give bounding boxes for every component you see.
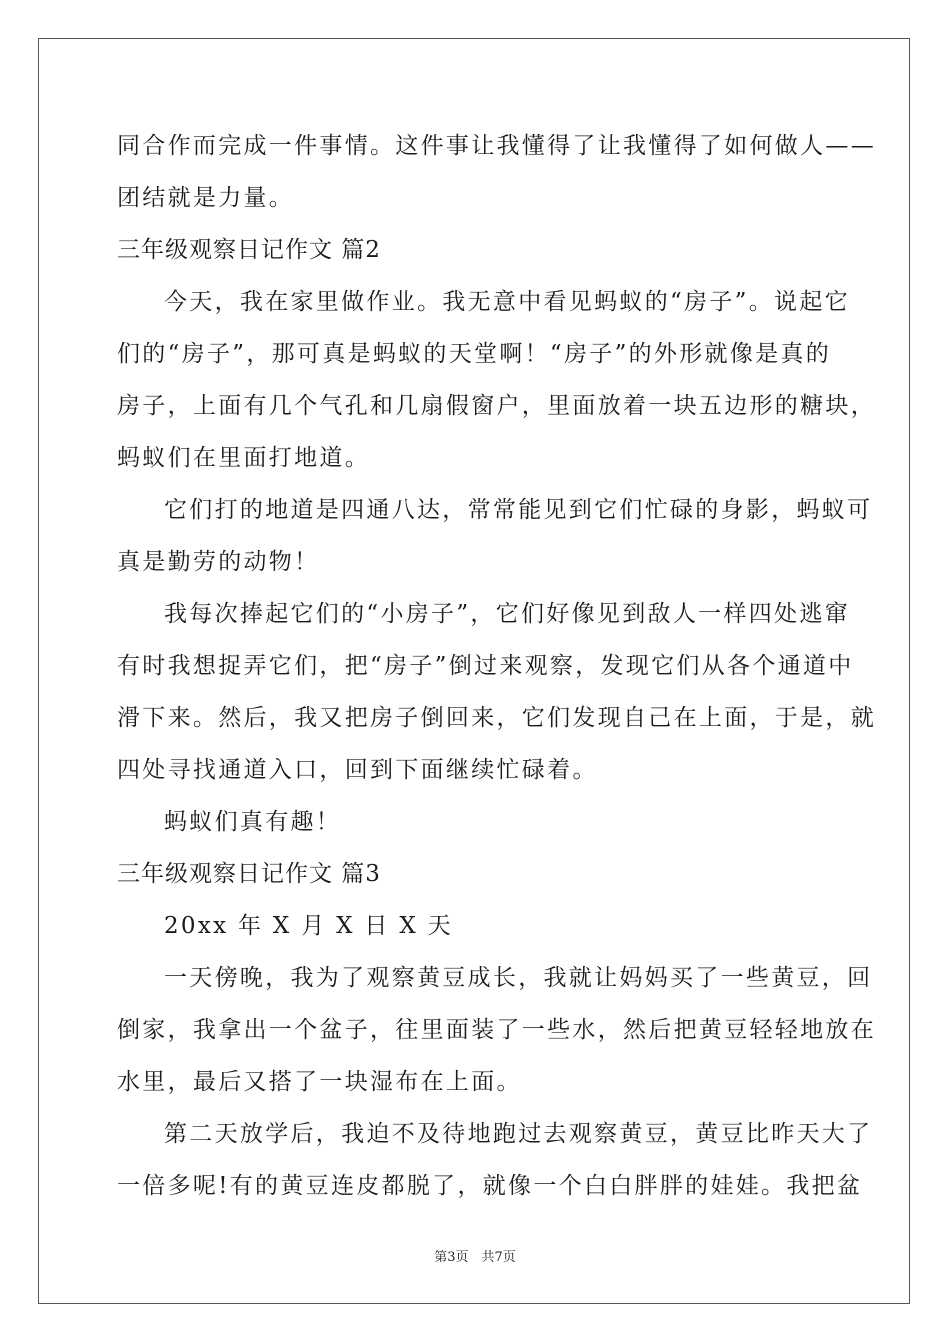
date-line: 20xx 年 X 月 X 日 X 天	[164, 913, 453, 939]
text-line: 今天，我在家里做作业。我无意中看见蚂蚁的“房子”。说起它	[164, 289, 850, 315]
document-body	[117, 120, 876, 1212]
text-line: 一倍多呢!有的黄豆连皮都脱了，就像一个白白胖胖的娃娃。我把盆	[117, 1173, 863, 1199]
text-line: 水里，最后又搭了一块湿布在上面。	[117, 1069, 522, 1095]
text-line: 四处寻找通道入口，回到下面继续忙碌着。	[117, 757, 598, 783]
text-line: 倒家，我拿出一个盆子，往里面装了一些水，然后把黄豆轻轻地放在	[117, 1017, 876, 1043]
text-line: 滑下来。然后，我又把房子倒回来，它们发现自己在上面，于是，就	[117, 705, 876, 731]
text-line: 第二天放学后，我迫不及待地跑过去观察黄豆，黄豆比昨天大了	[164, 1121, 873, 1147]
text-line: 它们打的地道是四通八达，常常能见到它们忙碌的身影，蚂蚁可	[164, 497, 873, 523]
text-line: 一天傍晚，我为了观察黄豆成长，我就让妈妈买了一些黄豆，回	[164, 965, 873, 991]
text-line: 团结就是力量。	[117, 185, 295, 211]
text-line: 们的“房子”，那可真是蚂蚁的天堂啊！“房子”的外形就像是真的	[117, 341, 832, 367]
text-line: 真是勤劳的动物！	[117, 549, 320, 575]
page-number: 第3页 共7页	[434, 1250, 516, 1265]
section-heading: 三年级观察日记作文 篇3	[117, 861, 381, 887]
text-line: 房子，上面有几个气孔和几扇假窗户，里面放着一块五边形的糖块，	[117, 393, 876, 419]
text-line: 我每次捧起它们的“小房子”，它们好像见到敌人一样四处逃窜	[164, 601, 850, 627]
text-line: 蚂蚁们在里面打地道。	[117, 445, 370, 471]
text-line: 有时我想捉弄它们，把“房子”倒过来观察，发现它们从各个通道中	[117, 653, 854, 679]
text-line: 蚂蚁们真有趣！	[164, 809, 342, 835]
text-line: 同合作而完成一件事情。这件事让我懂得了让我懂得了如何做人——	[117, 133, 876, 159]
section-heading: 三年级观察日记作文 篇2	[117, 237, 381, 263]
